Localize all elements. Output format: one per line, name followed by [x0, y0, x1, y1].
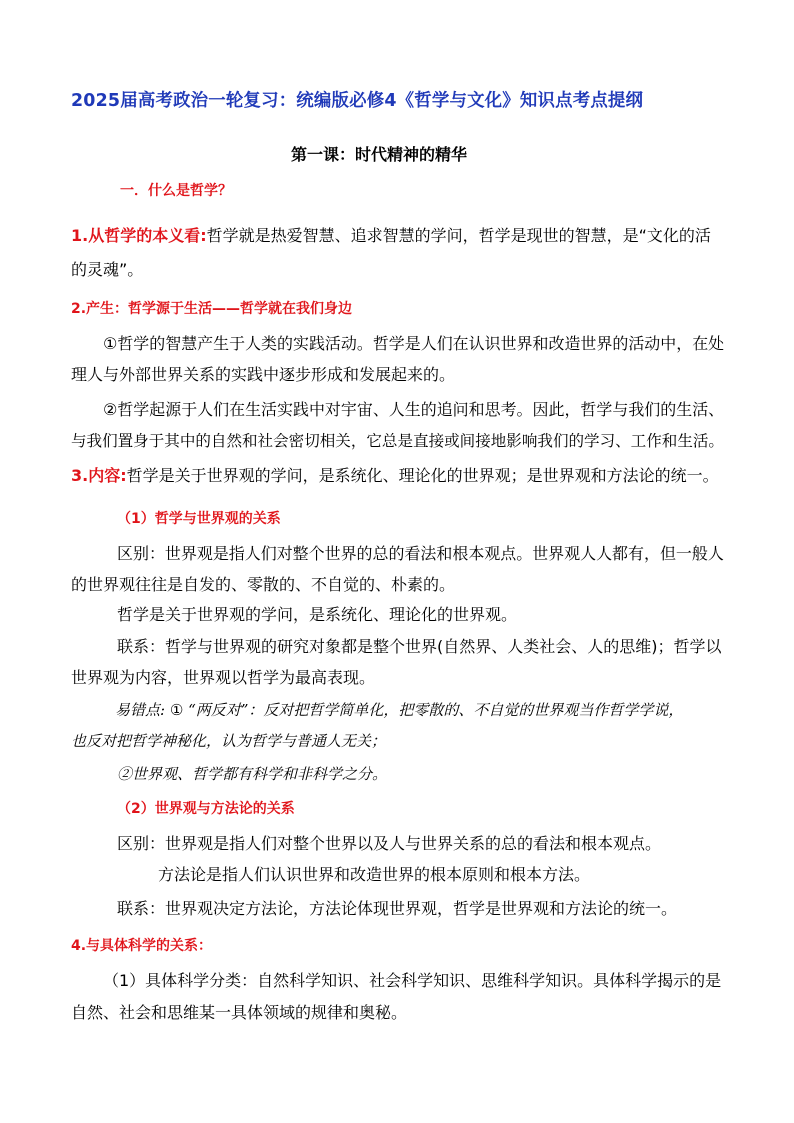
subsection-1-philosophy-line: 哲学是关于世界观的学问，是系统化、理论化的世界观。 — [117, 605, 518, 624]
paragraph-4-item-1-line-1: （1）具体科学分类：自然科学知识、社会科学知识、思维科学知识。具体科学揭示的是 — [103, 971, 722, 990]
error-prone-note-line-3: ②世界观、哲学都有科学和非科学之分。 — [117, 765, 388, 783]
subsection-1-difference-line-2: 的世界观往往是自发的、零散的、不自觉的、朴素的。 — [71, 575, 456, 594]
subsection-2-difference-line-2: 方法论是指人们认识世界和改造世界的根本原则和根本方法。 — [158, 865, 591, 884]
subsection-2-heading: （2）世界观与方法论的关系 — [117, 801, 295, 817]
paragraph-4-heading: 4.与具体科学的关系： — [71, 938, 213, 954]
paragraph-2-item-1-line-1: ①哲学的智慧产生于人类的实践活动。哲学是人们在认识世界和改造世界的活动中，在处 — [103, 334, 725, 353]
document-title: 2025届高考政治一轮复习：统编版必修4《哲学与文化》知识点考点提纲 — [71, 91, 644, 111]
section1-heading: 一．什么是哲学？ — [120, 183, 232, 199]
paragraph-3-label: 3.内容: — [71, 466, 127, 485]
lesson-title: 第一课：时代精神的精华 — [291, 145, 468, 164]
error-prone-label: 易错点: — [115, 701, 166, 719]
subsection-1-difference-line-1: 区别：世界观是指人们对整个世界的总的看法和根本观点。世界观人人都有，但一般人 — [117, 544, 724, 563]
paragraph-3-line — [71, 465, 719, 487]
subsection-2-link-line: 联系：世界观决定方法论，方法论体现世界观，哲学是世界观和方法论的统一。 — [117, 899, 678, 918]
paragraph-1-label: 1.从哲学的本义看: — [71, 226, 207, 245]
subsection-2-difference-line-1: 区别：世界观是指人们对整个世界以及人与世界关系的总的看法和根本观点。 — [117, 834, 662, 853]
paragraph-1-text: 哲学就是热爱智慧、追求智慧的学问，哲学是现世的智慧，是“文化的活 — [206, 226, 711, 245]
paragraph-2-item-2-line-1: ②哲学起源于人们在生活实践中对宇宙、人生的追问和思考。因此，哲学与我们的生活、 — [103, 400, 725, 419]
paragraph-1-line-1 — [71, 225, 711, 247]
paragraph-3-text: 哲学是关于世界观的学问，是系统化、理论化的世界观；是世界观和方法论的统一。 — [126, 466, 719, 485]
paragraph-4-item-1-line-2: 自然、社会和思维某一具体领域的规律和奥秘。 — [71, 1003, 408, 1022]
subsection-1-heading: （1）哲学与世界观的关系 — [117, 511, 281, 527]
error-prone-note-line-2: 也反对把哲学神秘化，认为哲学与普通人无关； — [71, 732, 387, 750]
note-circle-one: ① — [169, 701, 184, 719]
subsection-1-link-line-2: 世界观为内容，世界观以哲学为最高表现。 — [71, 668, 376, 687]
paragraph-2-item-1-line-2: 理人与外部世界关系的实践中逐步形成和发展起来的。 — [71, 365, 456, 384]
subsection-1-link-line-1: 联系：哲学与世界观的研究对象都是整个世界(自然界、人类社会、人的思维)；哲学以 — [117, 637, 722, 656]
paragraph-2-item-2-line-2: 与我们置身于其中的自然和社会密切相关，它总是直接或间接地影响我们的学习、工作和生活。 — [71, 432, 724, 450]
paragraph-2-heading: 2.产生：哲学源于生活——哲学就在我们身边 — [71, 301, 353, 317]
note-line-1-text: “两反对”：反对把哲学简单化，把零散的、不自觉的世界观当作哲学学说， — [188, 701, 684, 719]
error-prone-note-line-1 — [115, 699, 683, 721]
paragraph-1-line-2: 的灵魂”。 — [71, 260, 144, 279]
